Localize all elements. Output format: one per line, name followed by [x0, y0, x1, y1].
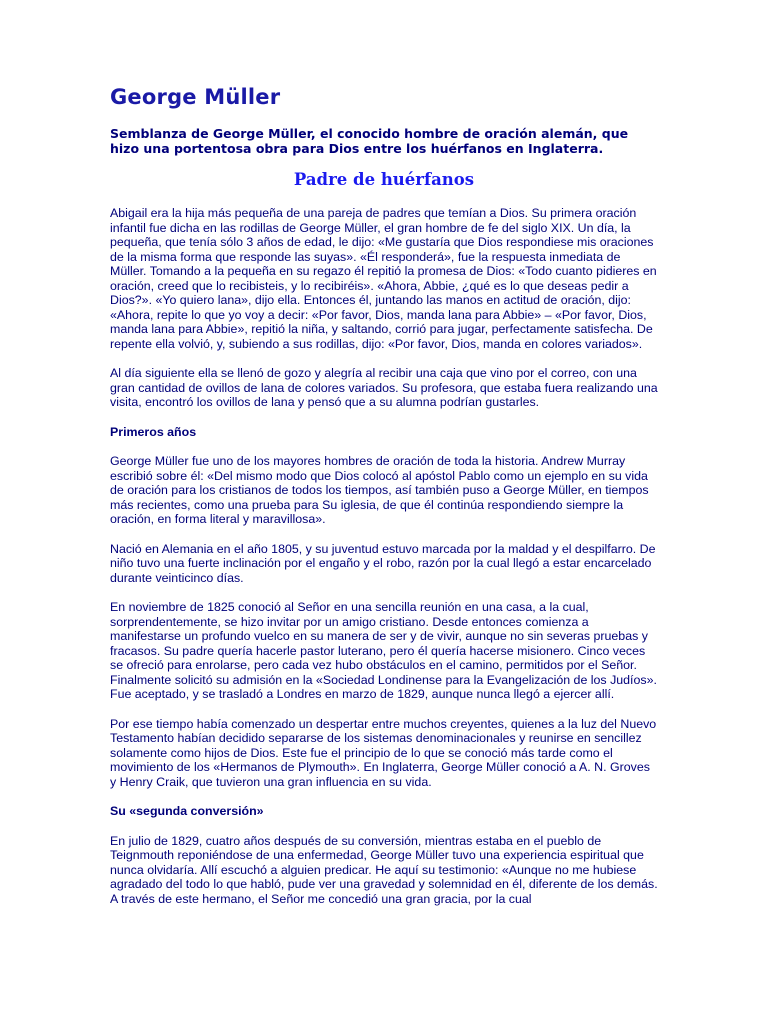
heading-primeros-anos: Primeros años [110, 424, 197, 439]
heading-segunda-conversion: Su «segunda conversión» [110, 804, 264, 818]
paragraph-2: Al día siguiente ella se llenó de gozo y alegría al recibir una caja que vino por el correo, con una gran cantidad de ovillos de lana de colores variados. Su profesora, que estaba fuera realizando una visita, encontró los ovillos de lana y pensó que a su alumna podrían gustarles. [110, 366, 658, 409]
paragraph-3: George Müller fue uno de los mayores hombres de oración de toda la historia. Andrew Murray escribió sobre él: «Del mismo modo que Dios colocó al apóstol Pablo como un ejemplo en su vida de oración para los cristianos de todos los tiempos, así también puso a George Müller, en tiempos más recientes, como una prueba para Su iglesia, de que él continúa respondiendo siempre la oración, en forma literal y maravillosa». [110, 454, 649, 526]
paragraph-6: Por ese tiempo había comenzado un despertar entre muchos creyentes, quienes a la luz del Nuevo Testamento habían decidido separarse de los sistemas denominacionales y reunirse en sencillez solamente como hijos de Dios. Este fue el principio de lo que se conoció más tarde como el movimiento de los «Hermanos de Plymouth». En Inglaterra, George Müller conoció a A. N. Groves y Henry Craik, que tuvieron una gran influencia en su vida. [110, 716, 657, 789]
paragraph-4: Nació en Alemania en el año 1805, y su juventud estuvo marcada por la maldad y el despilfarro. De niño tuvo una fuerte inclinación por el engaño y el robo, razón por la cual llegó a estar encarcelado durante veinticinco días. [110, 541, 656, 585]
document-page [110, 82, 658, 921]
page-subtitle: Semblanza de George Müller, el conocido hombre de oración alemán, que hizo una portentosa obra para Dios entre los huérfanos en Inglaterra. [110, 126, 629, 156]
page-title: George Müller [110, 85, 281, 109]
section-title: Padre de huérfanos [293, 170, 475, 189]
paragraph-5: En noviembre de 1825 conoció al Señor en una sencilla reunión en una casa, a la cual, sorprendentemente, se hizo invitar por un amigo cristiano. Desde entonces comienza a manifestarse un profundo vuelco en su manera de ser y de vivir, aunque no sin severas pruebas y fracasos. Su padre quería hacerle pastor luterano, pero él quería hacerse misionero. Cinco veces se ofreció para enrolarse, pero cada vez hubo obstáculos en el camino, permitidos por el Señor. Finalmente solicitó su admisión en la «Sociedad Londinense para la Evangelización de los Judíos». Fue aceptado, y se trasladó a Londres en marzo de 1829, aunque nunca llegó a ejercer allí. [110, 600, 657, 701]
paragraph-1: Abigail era la hija más pequeña de una pareja de padres que temían a Dios. Su primera oración infantil fue dicha en las rodillas de George Müller, el gran hombre de fe del siglo XIX. Un día, la pequeña, que tenía sólo 3 años de edad, le dijo: «Me gustaría que Dios respondiese mis oraciones de la misma forma que responde las suyas». «Él responderá», fue la respuesta inmediata de Müller. Tomando a la pequeña en su regazo él repitió la promesa de Dios: «Todo cuanto pidieres en oración, creed que lo recibisteis, y lo recibiréis». «Ahora, Abbie, ¿qué es lo que deseas pedir a Dios?». «Yo quiero lana», dijo ella. Entonces él, juntando las manos en actitud de oración, dijo: «Ahora, repite lo que yo voy a decir: «Por favor, Dios, manda lana para Abbie» – «Por favor, Dios, manda lana para Abbie», repitió la niña, y saltando, corrió para jugar, perfectamente satisfecha. De repente ella volvió, y, subiendo a sus rodillas, dijo: «Por favor, Dios, manda en colores variados». [110, 206, 657, 351]
paragraph-7: En julio de 1829, cuatro años después de su conversión, mientras estaba en el pueblo de Teignmouth reponiéndose de una enfermedad, George Müller tuvo una experiencia espiritual que nunca olvidaría. Allí escuchó a alguien predicar. He aquí su testimonio: «Aunque no me hubiese agradado del todo lo que habló, pude ver una gravedad y solemnidad en él, diferente de los demás. A través de este hermano, el Señor me concedió una gran gracia, por la cual [110, 833, 658, 906]
